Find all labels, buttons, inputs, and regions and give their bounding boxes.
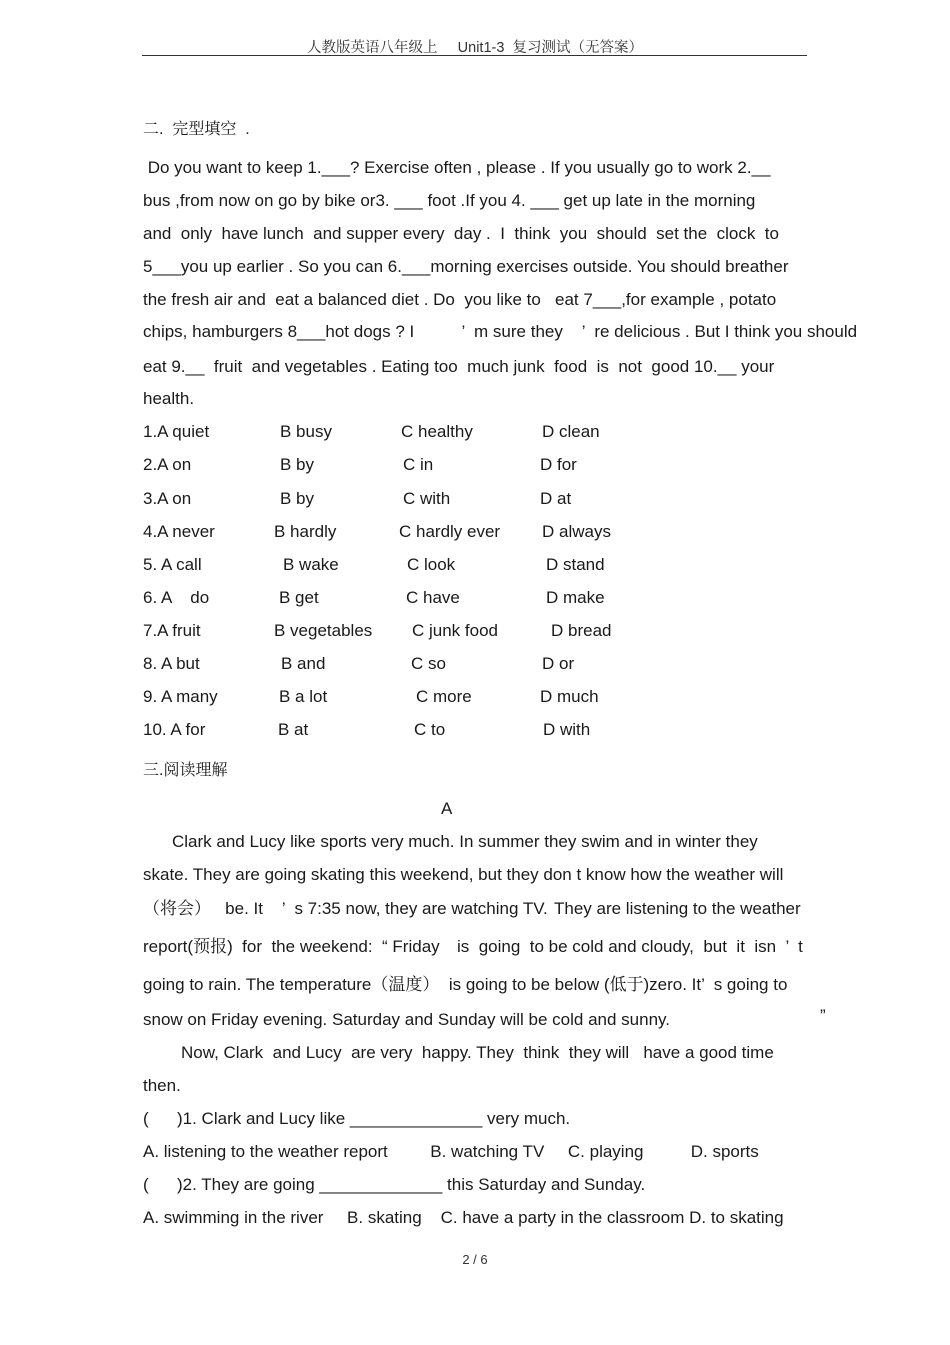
option-a: 5. A call	[143, 555, 202, 574]
option-a: 9. A many	[143, 687, 218, 706]
question-options: A. listening to the weather report B. watching TV C. playing D. sports	[143, 1142, 759, 1161]
cloze-heading: 二. 完型填空 .	[143, 121, 250, 138]
option-a: 10. A for	[143, 720, 206, 739]
cloze-line: health.	[143, 389, 195, 408]
passage-line: report(预报) for the weekend: “ Friday	[143, 937, 440, 956]
option-a: 2.A on	[143, 455, 192, 474]
option-c: C look	[407, 555, 456, 574]
option-a: 3.A on	[143, 489, 192, 508]
option-c: C more	[416, 687, 472, 706]
cloze-line: 5___you up earlier . So you can 6.___morning exercises outside. You should breather	[143, 257, 789, 276]
option-c: C with	[403, 489, 451, 508]
option-c: C have	[406, 588, 460, 607]
option-c: C in	[403, 455, 434, 474]
cloze-line: and only have lunch and supper every day . I think you should set the clock to	[143, 224, 779, 243]
option-d: D at	[540, 489, 572, 508]
option-b: B at	[278, 720, 309, 739]
option-a: 8. A but	[143, 654, 200, 673]
passage-line: skate. They are going skating this weekend, but they don t know how the weather will	[143, 865, 784, 884]
option-d: D with	[543, 720, 591, 739]
question-options: A. swimming in the river B. skating C. have a party in the classroom D. to skating	[143, 1208, 784, 1227]
header-rule	[142, 55, 807, 56]
passage-line: Clark and Lucy like sports very much. In summer they swim and in winter they	[172, 832, 758, 851]
closing-quote: ”	[820, 1006, 826, 1025]
option-b: B and	[281, 654, 326, 673]
passage-line: Now, Clark and Lucy are very happy. They think they will have a good time	[181, 1043, 774, 1062]
option-a: 7.A fruit	[143, 621, 201, 640]
cloze-line: the fresh air and eat a balanced diet . Do you like to eat 7___,for example , potato	[143, 290, 777, 309]
option-c: C to	[414, 720, 446, 739]
option-a: 4.A never	[143, 522, 215, 541]
question-stem: ( )2. They are going _____________ this Saturday and Sunday.	[143, 1175, 646, 1194]
option-d: D clean	[542, 422, 600, 441]
option-d: D always	[542, 522, 611, 541]
option-c: C junk food	[412, 621, 498, 640]
option-b: B hardly	[274, 522, 337, 541]
passage-line: then.	[143, 1076, 181, 1095]
option-c: C so	[411, 654, 446, 673]
passage-line: snow on Friday evening. Saturday and Sunday will be cold and sunny.	[143, 1010, 671, 1029]
option-b: B vegetables	[274, 621, 373, 640]
option-b: B busy	[280, 422, 332, 441]
option-d: D much	[540, 687, 599, 706]
option-b: B by	[280, 455, 315, 474]
cloze-line: bus ,from now on go by bike or3. ___ foot .If you 4. ___ get up late in the morning	[143, 191, 756, 210]
cloze-line: eat 9.__ fruit and vegetables . Eating too much junk food is not good 10.__ your	[143, 357, 775, 376]
option-d: D for	[540, 455, 577, 474]
passage-line: going to rain. The temperature（温度） is going to be below (低于)zero. It’ s going to	[143, 975, 788, 994]
cloze-line: chips, hamburgers 8___hot dogs ? I ’ m sure they ’ re delicious . But I think you should	[143, 322, 858, 341]
passage-line: They are listening to the weather	[554, 899, 801, 918]
option-d: D stand	[546, 555, 605, 574]
question-stem: ( )1. Clark and Lucy like ______________ very much.	[143, 1109, 571, 1128]
reading-heading: 三.阅读理解	[143, 762, 228, 779]
option-b: B wake	[283, 555, 339, 574]
cloze-line: Do you want to keep 1.___? Exercise often , please . If you usually go to work 2.__	[143, 158, 771, 177]
passage-line: （将会） be. It ’ s 7:35 now, they are watching TV.	[143, 899, 548, 918]
option-c: C healthy	[401, 422, 473, 441]
option-a: 1.A quiet	[143, 422, 210, 441]
option-b: B a lot	[279, 687, 328, 706]
option-c: C hardly ever	[399, 522, 501, 541]
passage-line: is going to be cold and cloudy, but it isn ’ t	[457, 937, 803, 956]
option-b: B by	[280, 489, 315, 508]
option-d: D bread	[551, 621, 612, 640]
option-b: B get	[279, 588, 319, 607]
option-d: D make	[546, 588, 605, 607]
passage-label: A	[441, 799, 453, 818]
page-number: 2 / 6	[462, 1252, 488, 1267]
option-a: 6. A do	[143, 588, 210, 607]
page-header: 人教版英语八年级上 Unit1-3 复习测试（无答案）	[307, 40, 643, 56]
option-d: D or	[542, 654, 575, 673]
